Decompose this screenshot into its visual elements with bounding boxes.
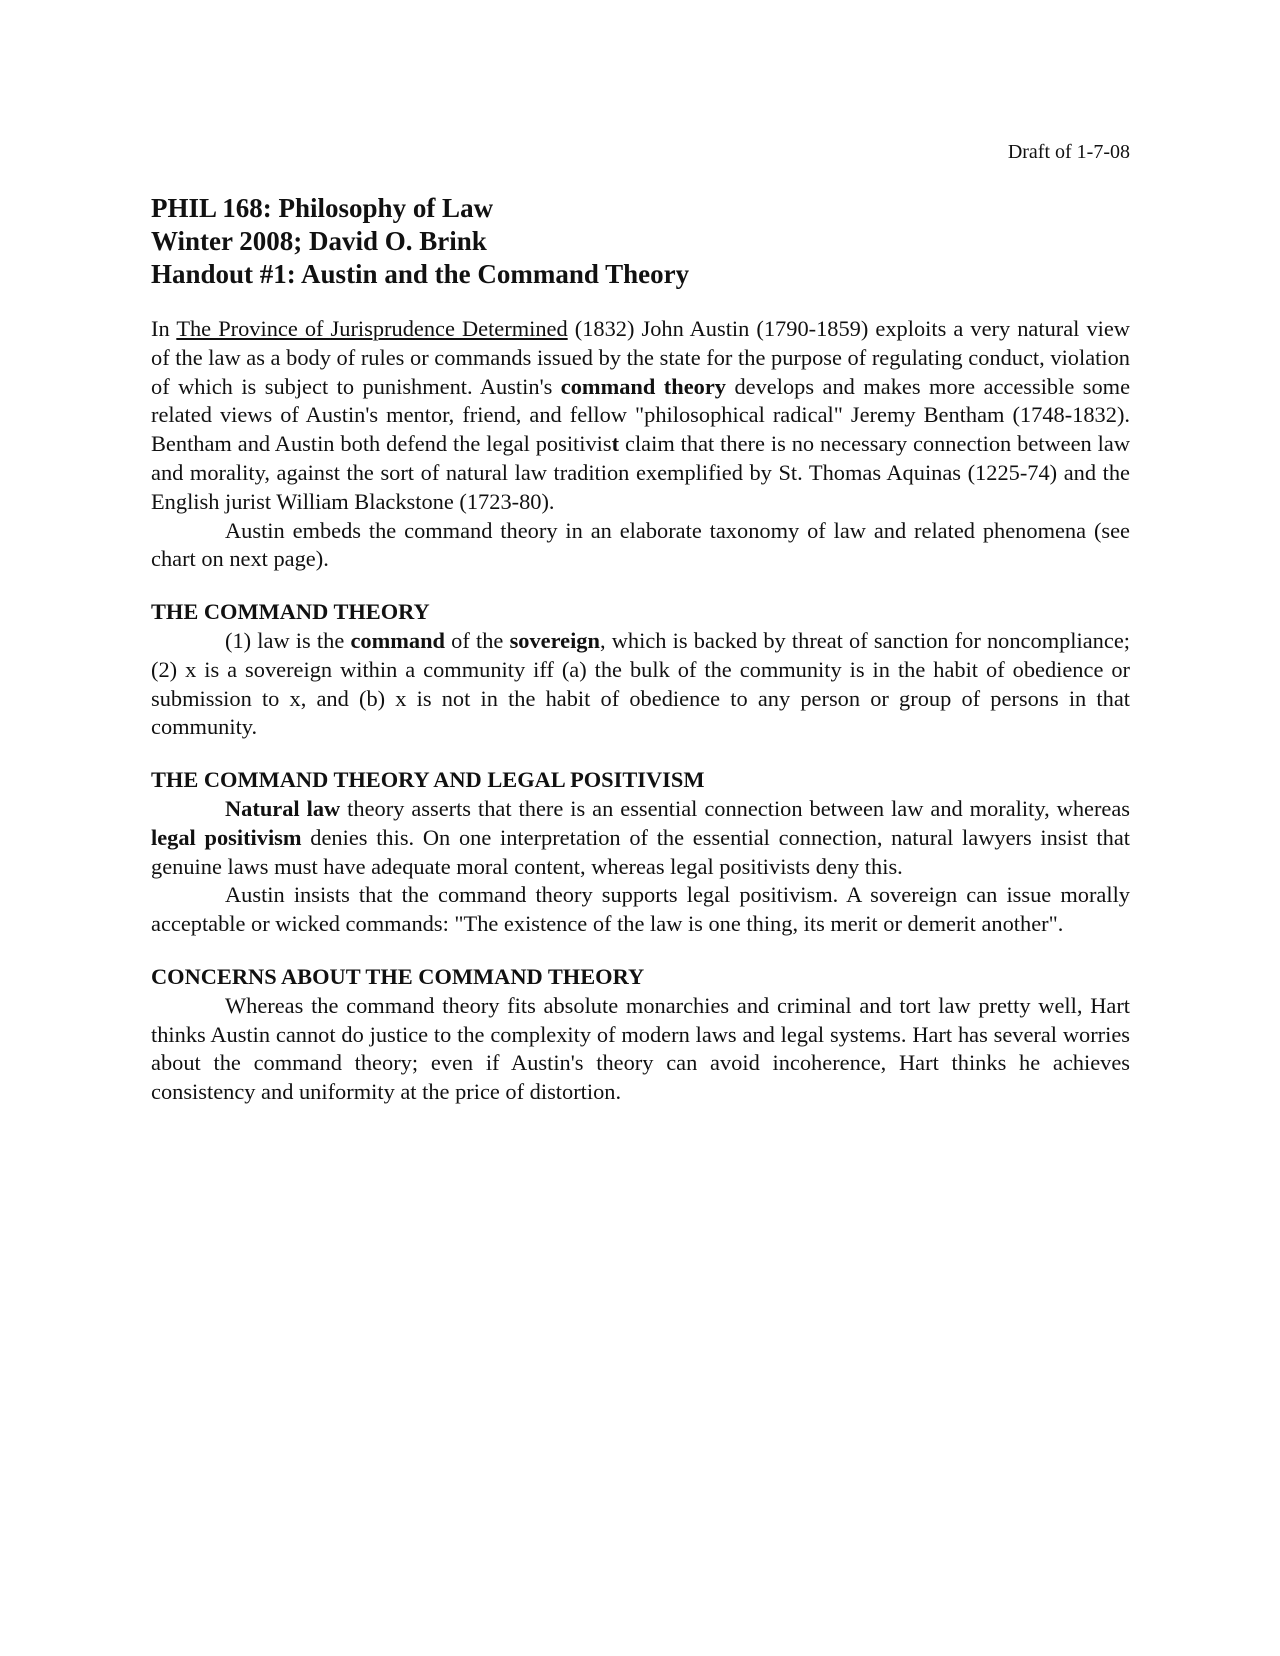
handout-title: Handout #1: Austin and the Command Theory (151, 259, 690, 289)
course-title: PHIL 168: Philosophy of Law (151, 193, 494, 223)
ct-text-a: (1) law is the (225, 627, 351, 653)
intro-text-b: (1832) John Austin (1790-1859) exploits a very natural view of the law as a body of rules or commands issued by the state for the purpose of regulating conduct, violation of which is subject to punishment. Austin's (151, 316, 1130, 399)
term-instructor: Winter 2008; David O. Brink (151, 226, 487, 256)
lp-text-a: theory asserts that there is an essential connection between law and morality, whereas (340, 795, 1130, 821)
title-block (151, 192, 1130, 291)
book-title: The Province of Jurisprudence Determined (176, 316, 568, 341)
section-heading-legal-positivism: THE COMMAND THEORY AND LEGAL POSITIVISM (151, 767, 705, 793)
positivism-paragraph-2: Austin insists that the command theory supports legal positivism. A sovereign can issue morally acceptable or wicked commands: "The existence of the law is one thing, its merit or demerit another". (151, 882, 1130, 937)
term-command-theory: command theory (560, 373, 726, 399)
term-sovereign: sovereign (509, 627, 600, 653)
intro-text-a: In (151, 316, 177, 341)
section-heading-concerns: CONCERNS ABOUT THE COMMAND THEORY (151, 963, 645, 989)
concerns-paragraph: Whereas the command theory fits absolute monarchies and criminal and tort law pretty well, Hart thinks Austin cannot do justice to the complexity of modern laws and legal systems. Hart has several worries about the command theory; even if Austin's theory can avoid incoherence, Hart thinks he achieves consistency and uniformity at the price of distortion. (151, 992, 1130, 1105)
section-heading-command-theory: THE COMMAND THEORY (151, 599, 430, 625)
intro-paragraph-2: Austin embeds the command theory in an elaborate taxonomy of law and related phenomena (see chart on next page). (151, 517, 1130, 572)
term-natural-law: Natural law (225, 795, 341, 821)
command-theory-paragraph (151, 627, 1130, 742)
document-page (151, 140, 1130, 1107)
intro-text-c: develops and makes more accessible some related views of Austin's mentor, friend, and fellow "philosophical radical" Jeremy Bentham (1748-1832). Bentham and Austin both defend the legal positivis (151, 373, 1131, 457)
intro-paragraph (151, 315, 1130, 517)
bold-letter: t (611, 431, 620, 457)
positivism-paragraph (151, 795, 1130, 881)
ct-text-b: of the (445, 627, 510, 653)
lp-text-b: denies this. On one interpretation of the essential connection, natural lawyers insist that genuine laws must have adequate moral content, whereas legal positivists deny this. (151, 824, 1130, 879)
intro-text-d: claim that there is no necessary connection between law and morality, against the sort of natural law tradition exemplified by St. Thomas Aquinas (1225-74) and the English jurist William Blackstone (1723-80). (151, 431, 1130, 514)
ct-text-c: , which is backed by threat of sanction for noncompliance; (2) x is a sovereign within a community iff (a) the bulk of the community is in the habit of obedience or submission to x, and (b) x is not in the habit of obedience to any person or group of persons in that community. (151, 627, 1130, 740)
term-command: command (350, 627, 445, 653)
draft-date: Draft of 1-7-08 (1007, 141, 1130, 163)
term-legal-positivism: legal positivism (151, 824, 302, 850)
